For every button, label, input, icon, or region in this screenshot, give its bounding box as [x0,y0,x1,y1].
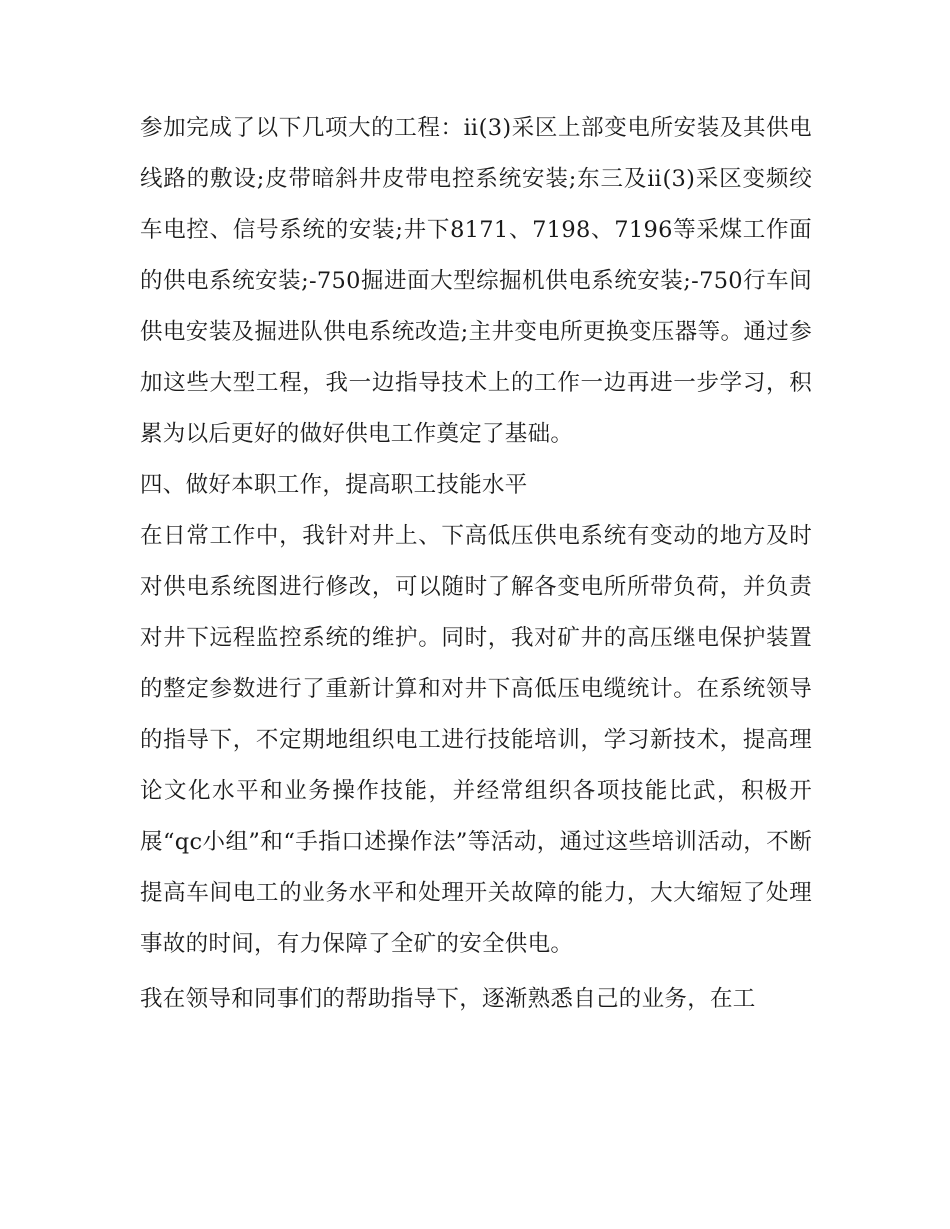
paragraph-closing: 我在领导和同事们的帮助指导下，逐渐熟悉自己的业务，在工 [140,986,756,1012]
section-heading-4: 四、做好本职工作，提高职工技能水平 [140,472,528,498]
document-body [140,103,812,1025]
paragraph-daily-work: 在日常工作中，我针对井上、下高低压供电系统有变动的地方及时对供电系统图进行修改，可以随时了解各变电所所带负荷，并负责对井下远程监控系统的维护。同时，我对矿井的高压继电保护装置的整定参数进行了重新计算和对井下高低压电缆统计。在系统领导的指导下，不定期地组织电工进行技能培训，学习新技术，提高理论文化水平和业务操作技能，并经常组织各项技能比武，积极开展“qc小组”和“手指口述操作法”等活动，通过这些培训活动，不断提高车间电工的业务水平和处理开关故障的能力，大大缩短了处理事故的时间，有力保障了全矿的安全供电。 [140,523,812,957]
paragraph-projects: 参加完成了以下几项大的工程：ⅱ(3)采区上部变电所安装及其供电线路的敷设;皮带暗斜井皮带电控系统安装;东三及ⅱ(3)采区变频绞车电控、信号系统的安装;井下8171、7198、7196等采煤工作面的供电系统安装;-750掘进面大型综掘机供电系统安装;-750行车间供电安装及掘进队供电系统改造;主井变电所更换变压器等。通过参加这些大型工程，我一边指导技术上的工作一边再进一步学习，积累为以后更好的做好供电工作奠定了基础。 [140,115,812,447]
